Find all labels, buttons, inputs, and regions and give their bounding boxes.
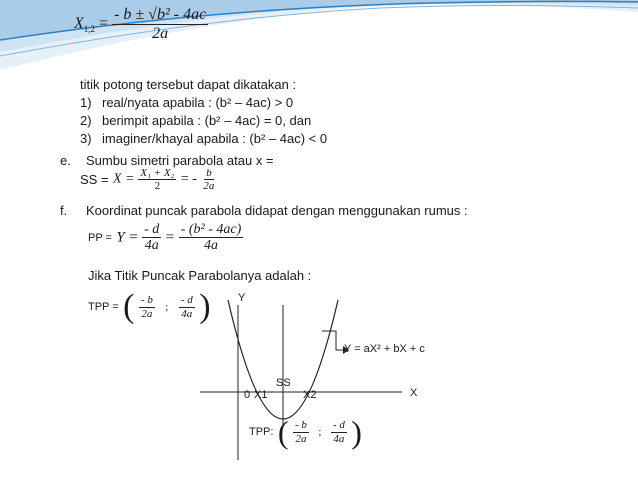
pp-num1: - d	[144, 222, 160, 237]
item-f-text: Koordinat puncak parabola didapat dengan menggunakan rumus :	[86, 203, 468, 218]
formula-numerator: - b ± √b² - 4ac	[114, 6, 207, 23]
condition-text: imaginer/khayal apabila : (b² – 4ac) < 0	[102, 131, 328, 146]
tpp-label: TPP =	[88, 301, 119, 313]
condition-number: 3)	[80, 131, 92, 146]
pp-num2: - (b² - 4ac)	[180, 222, 242, 237]
ss-den1: 2	[154, 180, 161, 193]
ss-eq2: = -	[180, 171, 197, 187]
pp-label: PP =	[88, 231, 112, 244]
graph-y-label: Y	[238, 292, 246, 304]
ss-var: X	[113, 171, 122, 187]
graph-tpp-den2: 4a	[333, 432, 345, 445]
graph-tpp-fraction-1	[293, 419, 309, 444]
graph-tpp-fraction-2	[331, 419, 347, 444]
graph-x2-text: X2	[303, 389, 317, 401]
ss-den2: 2a	[203, 180, 215, 193]
tpp-den2: 4a	[181, 307, 193, 320]
ss-label: SS =	[80, 172, 109, 188]
formula-denominator: 2a	[152, 24, 169, 42]
pp-eq1: =	[129, 229, 138, 246]
graph-ss-label: SS	[276, 377, 291, 389]
pp-var: Y	[116, 229, 125, 246]
jika-text: Jika Titik Puncak Parabolanya adalah :	[88, 268, 312, 283]
formula-lhs: X	[74, 14, 84, 32]
formula-lhs-sub: 1,2	[83, 23, 96, 34]
graph-tpp-num1: - b	[295, 419, 307, 432]
graph-tpp-label: TPP:	[249, 426, 274, 438]
pp-den1: 4a	[144, 238, 159, 254]
condition-number: 1)	[80, 95, 92, 110]
tpp-den1: 2a	[141, 307, 153, 320]
tpp-open-paren: (	[123, 288, 135, 325]
graph-tpp-num2: - d	[332, 419, 345, 432]
graph-tpp-den1: 2a	[295, 432, 307, 445]
tpp-close-paren: )	[199, 288, 211, 325]
graph-origin-label: 0	[244, 389, 251, 401]
graph-tpp-close-paren: )	[351, 414, 362, 450]
item-e-text: Sumbu simetri parabola atau x =	[86, 153, 274, 168]
ss-eq1: =	[126, 171, 134, 187]
graph-x2-label	[303, 389, 316, 401]
tpp-num1: - b	[140, 294, 153, 307]
pp-eq2: =	[165, 229, 175, 246]
condition-number: 2)	[80, 113, 92, 128]
condition-text: real/nyata apabila : (b² – 4ac) > 0	[102, 95, 294, 110]
item-e-letter: e.	[60, 153, 71, 168]
graph-x1-text: X1	[254, 389, 268, 401]
ss-num2: b	[206, 167, 212, 179]
formula-eq: =	[99, 14, 109, 32]
graph-tpp	[249, 416, 362, 448]
graph-tpp-sep: ;	[318, 426, 322, 438]
pp-den2: 4a	[203, 238, 218, 254]
graph-tpp-open-paren: (	[277, 414, 289, 450]
item-f-letter: f.	[60, 203, 68, 218]
graph-equation-label: Y = aX² + bX + c	[344, 343, 425, 355]
graph-x-label: X	[410, 387, 418, 399]
graph-x1-label	[254, 389, 267, 401]
ss-num1: X₁ + X₂	[140, 167, 175, 179]
tpp-num2: - d	[180, 294, 193, 307]
condition-text: berimpit apabila : (b² – 4ac) = 0, dan	[102, 113, 312, 128]
intro-text: titik potong tersebut dapat dikatakan :	[80, 77, 297, 92]
tpp-sep: ;	[165, 301, 169, 313]
